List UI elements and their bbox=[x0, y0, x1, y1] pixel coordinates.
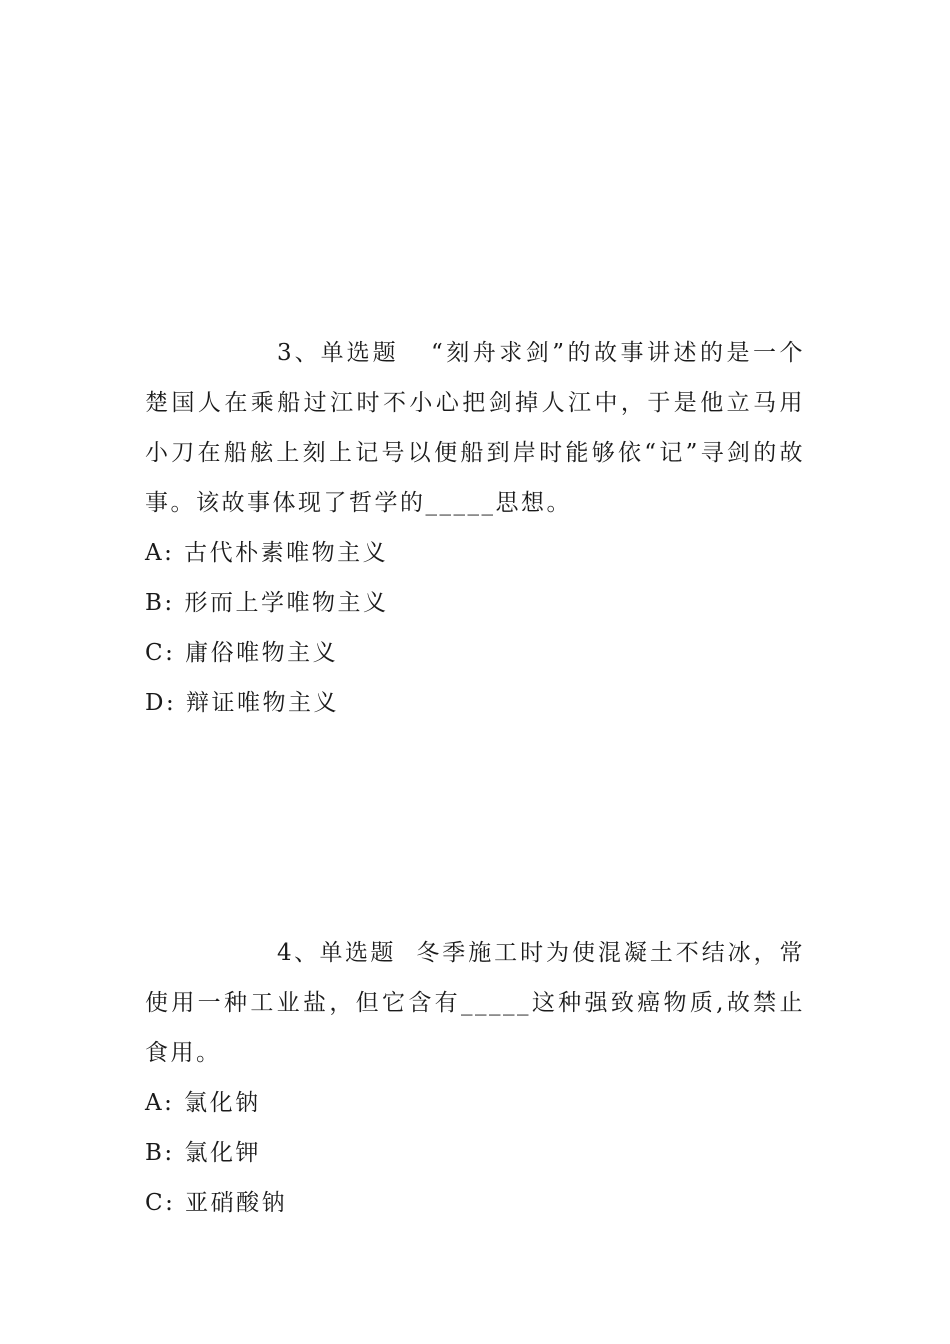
option-text: 氯化钠 bbox=[184, 1090, 261, 1116]
option-text: 庸俗唯物主义 bbox=[185, 640, 339, 666]
question-stem bbox=[145, 928, 805, 1078]
option-letter: D: bbox=[145, 690, 177, 716]
option-b[interactable] bbox=[145, 1128, 805, 1178]
option-letter: A: bbox=[145, 1090, 175, 1116]
option-letter: B: bbox=[145, 590, 175, 616]
question-text: “刻舟求剑”的故事讲述的是一个楚国人在乘船过江时不小心把剑掉人江中，于是他立马用小刀在船舷上刻上记号以便船到岸时能够依“记”寻剑的故事。该故事体现了哲学的_____思想。 bbox=[145, 340, 805, 516]
option-b[interactable] bbox=[145, 578, 805, 628]
question-3 bbox=[145, 328, 805, 728]
option-list bbox=[145, 528, 805, 728]
question-4 bbox=[145, 928, 805, 1228]
option-letter: B: bbox=[145, 1140, 175, 1166]
option-a[interactable] bbox=[145, 1078, 805, 1128]
option-text: 形而上学唯物主义 bbox=[184, 590, 389, 616]
question-type: 单选题 bbox=[320, 340, 399, 366]
option-text: 辩证唯物主义 bbox=[186, 690, 340, 716]
option-a[interactable] bbox=[145, 528, 805, 578]
option-text: 古代朴素唯物主义 bbox=[184, 540, 389, 566]
option-letter: A: bbox=[145, 540, 175, 566]
option-letter: C: bbox=[145, 1190, 176, 1216]
option-c[interactable] bbox=[145, 628, 805, 678]
option-letter: C: bbox=[145, 640, 176, 666]
option-text: 氯化钾 bbox=[184, 1140, 261, 1166]
option-list bbox=[145, 1078, 805, 1228]
question-number: 4、 bbox=[277, 940, 320, 966]
option-c[interactable] bbox=[145, 1178, 805, 1228]
question-stem bbox=[145, 328, 805, 528]
question-number: 3、 bbox=[277, 340, 321, 366]
option-text: 亚硝酸钠 bbox=[185, 1190, 288, 1216]
question-text: 冬季施工时为使混凝土不结冰，常使用一种工业盐，但它含有_____这种强致癌物质,故禁止食用。 bbox=[145, 940, 806, 1066]
option-d[interactable] bbox=[145, 678, 805, 728]
question-type: 单选题 bbox=[319, 940, 396, 966]
